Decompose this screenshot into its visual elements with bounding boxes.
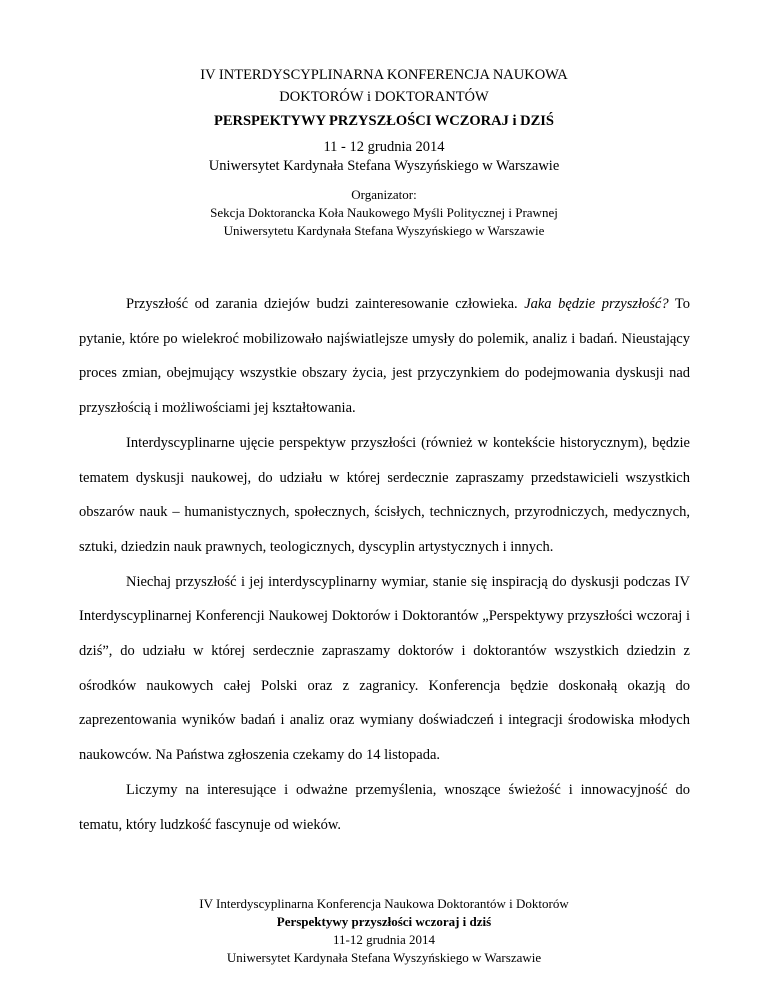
organizer-block (0, 186, 768, 240)
conference-name-line2: DOKTORÓW i DOKTORANTÓW (279, 89, 489, 105)
paragraph-3: Niechaj przyszłość i jej interdyscyplinarny wymiar, stanie się inspiracją do dyskusji podczas IV Interdyscyplinarnej Konferencji Naukowej Doktorów i Doktorantów „Perspektywy przyszłości wczoraj i dziś”, do udziału w której serdecznie zapraszamy doktorów i doktorantów wszystkich dziedzin z ośrodków naukowych całej Polski oraz z zagranicy. Konferencja będzie doskonałą okazją do zaprezentowania wyników badań i analiz oraz wymiany doświadczeń i integracji środowiska młodych naukowców. Na Państwa zgłoszenia czekamy do 14 listopada. (79, 573, 690, 764)
paragraph-1-text: Przyszłość od zarania dziejów budzi zainteresowanie człowieka. (126, 296, 525, 312)
conference-dates: 11 - 12 grudnia 2014 (323, 139, 445, 155)
organizer-line2: Uniwersytetu Kardynała Stefana Wyszyńskiego w Warszawie (223, 223, 545, 238)
footer-dates: 11-12 grudnia 2014 (332, 932, 436, 947)
conference-name-line1: IV INTERDYSCYPLINARNA KONFERENCJA NAUKOWA (200, 67, 568, 83)
paragraph-1-rest: To pytanie, które po wielekroć mobilizowało najświatlejsze umysły do polemik, analiz i badań. Nieustający proces zmian, obejmujący wszystkie obszary życia, jest przyczynkiem do podejmowania dyskusji nad przyszłością i możliwościami jej kształtowania. (79, 296, 690, 417)
footer-university: Uniwersytet Kardynała Stefana Wyszyńskiego w Warszawie (226, 950, 542, 965)
conference-title: PERSPEKTYWY PRZYSZŁOŚCI WCZORAJ i DZIŚ (213, 113, 554, 129)
paragraph-4: Liczymy na interesujące i odważne przemyślenia, wnoszące świeżość i innowacyjność do tematu, który ludzkość fascynuje od wieków. (79, 781, 690, 833)
footer-title: Perspektywy przyszłości wczoraj i dziś (276, 914, 492, 929)
document-header (0, 64, 768, 240)
conference-university: Uniwersytet Kardynała Stefana Wyszyńskiego w Warszawie (208, 158, 560, 174)
organizer-line1: Sekcja Doktorancka Koła Naukowego Myśli Politycznej i Prawnej (210, 205, 558, 220)
paragraph-1 (79, 287, 690, 426)
organizer-label: Organizator: (351, 187, 417, 202)
paragraph-1-question: Jaka będzie przyszłość? (524, 296, 669, 312)
document-body (79, 287, 690, 842)
paragraph-2: Interdyscyplinarne ujęcie perspektyw przyszłości (również w kontekście historycznym), będzie tematem dyskusji naukowej, do udziału w której serdecznie zapraszamy przedstawicieli wszystkich obszarów nauk – humanistycznych, społecznych, ścisłych, technicznych, przyrodniczych, medycznych, sztuki, dziedzin nauk prawnych, teologicznych, dyscyplin artystycznych i innych. (79, 434, 690, 555)
footer-conference-name: IV Interdyscyplinarna Konferencja Naukowa Doktorantów i Doktorów (199, 896, 569, 911)
document-footer (0, 895, 768, 967)
